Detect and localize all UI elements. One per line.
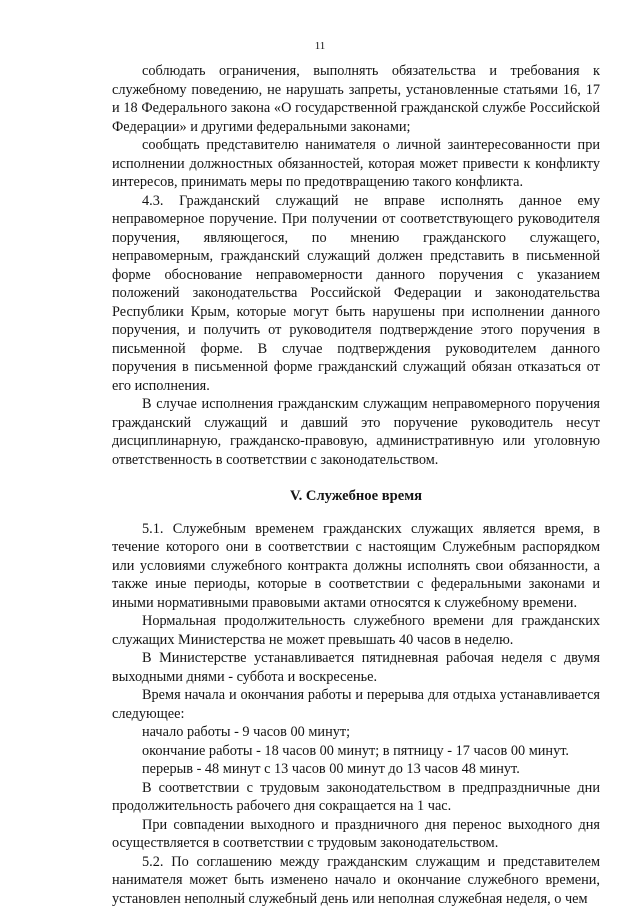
section-heading: V. Служебное время [112, 487, 600, 506]
paragraph: В случае исполнения гражданским служащим неправомерного поручения гражданский служащий и давший это поручение руководитель несут дисциплинарную, гражданско-правовую, административную или уголовную ответственность в соответствии с законодательством. [112, 395, 600, 469]
paragraph: Нормальная продолжительность служебного времени для гражданских служащих Министерства не может превышать 40 часов в неделю. [112, 612, 600, 649]
paragraph: соблюдать ограничения, выполнять обязательства и требования к служебному поведению, не нарушать запреты, установленные статьями 16, 17 и 18 Федерального закона «О государственной гражданской службе Российской Федерации» и другими федеральными законами; [112, 62, 600, 136]
paragraph: При совпадении выходного и праздничного дня перенос выходного дня осуществляется в соответствии с трудовым законодательством. [112, 816, 600, 853]
schedule-item: окончание работы - 18 часов 00 минут; в пятницу - 17 часов 00 минут. [112, 742, 600, 761]
paragraph: 5.1. Служебным временем гражданских служащих является время, в течение которого они в соответствии с настоящим Служебным распорядком или условиями служебного контракта должны исполнять свои обязанности, а также иные периоды, которые в соответствии с федеральными законами и иными нормативными правовыми актами относятся к служебному времени. [112, 520, 600, 613]
paragraph: В соответствии с трудовым законодательством в предпраздничные дни продолжительность рабочего дня сокращается на 1 час. [112, 779, 600, 816]
schedule-item: перерыв - 48 минут с 13 часов 00 минут до 13 часов 48 минут. [112, 760, 600, 779]
page-number: 11 [0, 40, 640, 52]
document-body [112, 62, 600, 908]
paragraph: В Министерстве устанавливается пятидневная рабочая неделя с двумя выходными днями - суббота и воскресенье. [112, 649, 600, 686]
schedule-item: начало работы - 9 часов 00 минут; [112, 723, 600, 742]
paragraph: 4.3. Гражданский служащий не вправе исполнять данное ему неправомерное поручение. При получении от соответствующего руководителя поручения, являющегося, по мнению гражданского служащего, неправомерным, гражданский служащий должен представить в письменной форме обоснование неправомерности данного поручения с указанием положений законодательства Российской Федерации и законодательства Республики Крым, которые могут быть нарушены при исполнении данного поручения, и получить от руководителя подтверждение этого поручения в письменной форме. В случае подтверждения руководителем данного поручения в письменной форме гражданский служащий обязан отказаться от его исполнения. [112, 192, 600, 396]
paragraph: Время начала и окончания работы и перерыва для отдыха устанавливается следующее: [112, 686, 600, 723]
paragraph: 5.2. По соглашению между гражданским служащим и представителем нанимателя может быть изменено начало и окончание служебного времени, установлен неполный служебный день или неполная служебная неделя, о чем [112, 853, 600, 908]
paragraph: сообщать представителю нанимателя о личной заинтересованности при исполнении должностных обязанностей, которая может привести к конфликту интересов, принимать меры по предотвращению такого конфликта. [112, 136, 600, 192]
